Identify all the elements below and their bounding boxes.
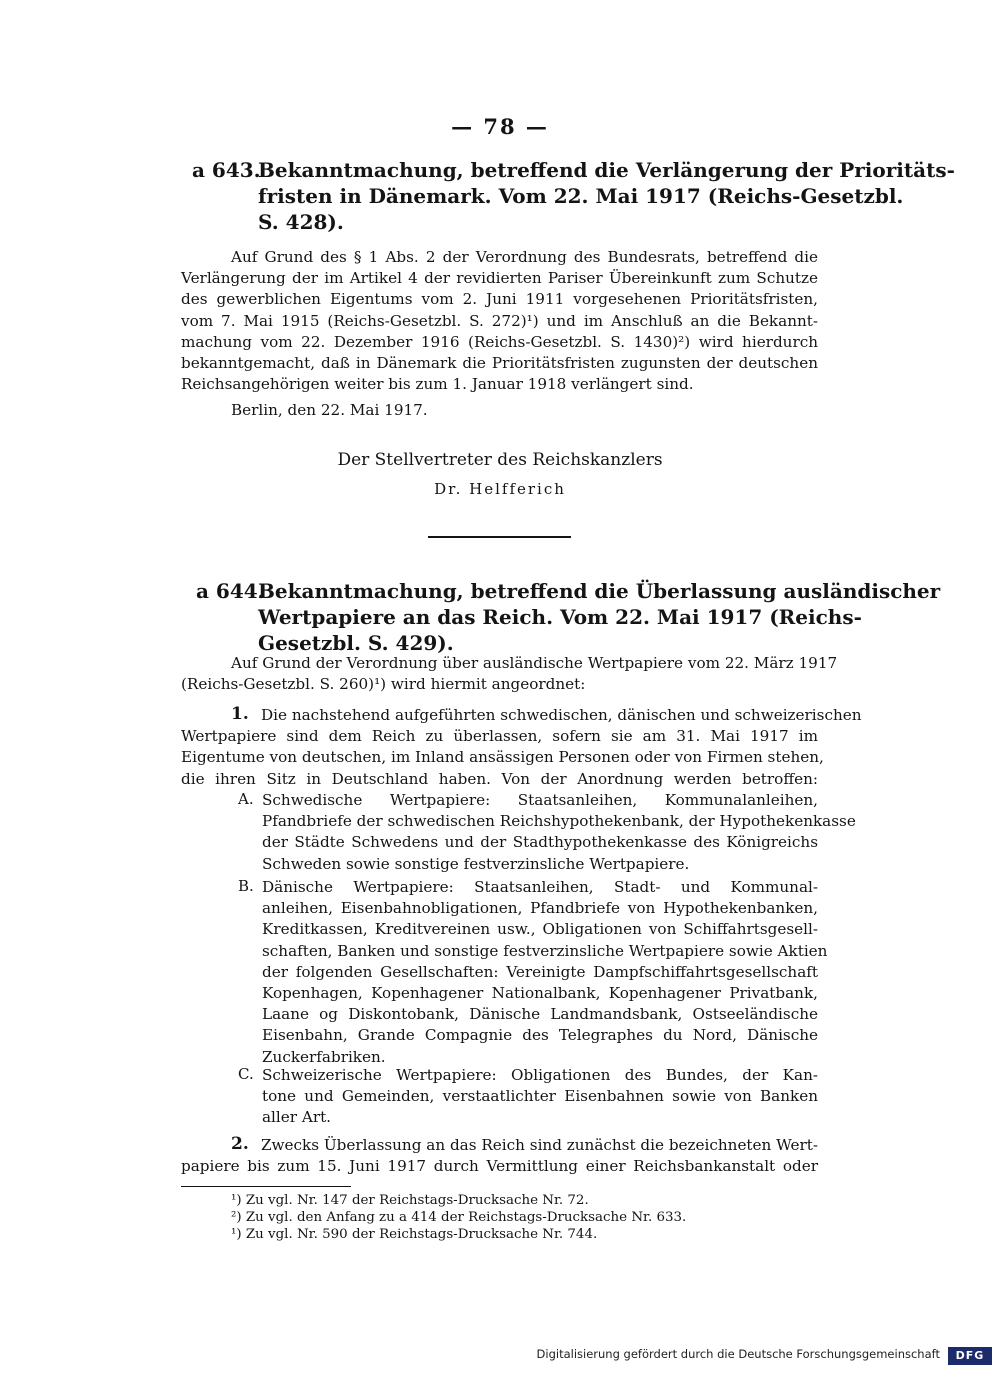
sub-a-label: A. [238, 790, 254, 808]
section-643-title-line: S. 428). [258, 210, 344, 234]
section-644-title-line: Bekanntmachung, betreffend die Überlassung ausländischer [258, 579, 941, 603]
sub-b-line: Laane og Diskontobank, Dänische Landmandsbank, Ostseeländische [262, 1005, 818, 1024]
item-2-line: papiere bis zum 15. Juni 1917 durch Vermittlung einer Reichsbankanstalt oder [181, 1157, 818, 1176]
sub-b-line: Dänische Wertpapiere: Staatsanleihen, Stadt- und Kommunal- [262, 878, 818, 896]
body-line: des gewerblichen Eigentums vom 2. Juni 1911 vorgesehenen Prioritätsfristen, [181, 290, 818, 309]
intro-line: (Reichs-Gesetzbl. S. 260)¹) wird hiermit angeordnet: [181, 675, 586, 694]
item-2-line: Zwecks Überlassung an das Reich sind zunächst die bezeichneten Wert- [261, 1136, 818, 1154]
body-line: bekanntgemacht, daß in Dänemark die Prioritätsfristen zugunsten der deutschen [181, 354, 818, 373]
item-1-text [181, 705, 862, 790]
sub-b-line: der folgenden Gesellschaften: Vereinigte Dampfschiffahrtsgesellschaft [262, 962, 818, 981]
sub-c-label: C. [238, 1065, 254, 1083]
sub-b-line: Zuckerfabriken. [262, 1047, 386, 1066]
sub-a-line: Pfandbriefe der schwedischen Reichshypothekenbank, der Hypothekenkasse [262, 812, 856, 831]
footnote-3: ¹) Zu vgl. Nr. 590 der Reichstags-Drucksache Nr. 744. [231, 1227, 598, 1242]
item-1-line: Die nachstehend aufgeführten schwedischen, dänischen und schweizerischen [261, 706, 862, 724]
sub-c-line: tone und Gemeinden, verstaatlichter Eisenbahnen sowie von Banken [262, 1087, 818, 1106]
sub-b-line: schaften, Banken und sonstige festverzinsliche Wertpapiere sowie Aktien [262, 941, 828, 960]
sub-a-line: Schweden sowie sonstige festverzinsliche Wertpapiere. [262, 854, 690, 873]
section-643-title-line: fristen in Dänemark. Vom 22. Mai 1917 (Reichs-Gesetzbl. [258, 184, 904, 208]
item-1-line: Wertpapiere sind dem Reich zu überlassen, sofern sie am 31. Mai 1917 im [181, 727, 818, 746]
section-644-title-line: Gesetzbl. S. 429). [258, 631, 454, 655]
sub-b-line: Eisenbahn, Grande Compagnie des Telegraphes du Nord, Dänische [262, 1026, 818, 1045]
body-line: Auf Grund des § 1 Abs. 2 der Verordnung des Bundesrats, betreffend die [231, 248, 818, 266]
section-643-title [258, 157, 955, 235]
footnote-2: ²) Zu vgl. den Anfang zu a 414 der Reichstags-Drucksache Nr. 633. [231, 1210, 687, 1225]
intro-line: Auf Grund der Verordnung über ausländische Wertpapiere vom 22. März 1917 [231, 654, 838, 672]
signatory-name: Dr. Helfferich [434, 480, 566, 498]
section-643-number: a 643. [192, 158, 261, 182]
section-644-title-line: Wertpapiere an das Reich. Vom 22. Mai 1917 (Reichs- [258, 605, 862, 629]
body-line: vom 7. Mai 1915 (Reichs-Gesetzbl. S. 272)¹) und im Anschluß an die Bekannt- [181, 311, 818, 330]
sub-c-text [262, 1065, 818, 1129]
sub-b-line: Kopenhagen, Kopenhagener Nationalbank, Kopenhagener Privatbank, [262, 984, 818, 1003]
item-1-line: die ihren Sitz in Deutschland haben. Von der Anordnung werden betroffen: [181, 769, 818, 788]
sub-c-line: aller Art. [262, 1108, 332, 1127]
sub-b-label: B. [238, 877, 254, 895]
dfg-logo: DFG [948, 1347, 992, 1365]
section-divider [428, 536, 571, 538]
item-2-text [181, 1135, 818, 1177]
item-1-line: Eigentume von deutschen, im Inland ansässigen Personen oder von Firmen stehen, [181, 748, 824, 767]
sub-a-line: Schwedische Wertpapiere: Staatsanleihen, Kommunalanleihen, [262, 791, 818, 809]
body-line: Reichsangehörigen weiter bis zum 1. Januar 1918 verlängert sind. [181, 375, 694, 394]
item-1-number: 1. [231, 704, 249, 724]
body-line: machung vom 22. Dezember 1916 (Reichs-Gesetzbl. S. 1430)²) wird hierdurch [181, 332, 818, 351]
section-643-title-line: Bekanntmachung, betreffend die Verlängerung der Prioritäts- [258, 158, 955, 182]
sub-b-line: Kreditkassen, Kreditvereinen usw., Obligationen von Schiffahrtsgesell- [262, 920, 818, 939]
sub-b-line: anleihen, Eisenbahnobligationen, Pfandbriefe von Hypothekenbanken, [262, 899, 818, 918]
footnote-1: ¹) Zu vgl. Nr. 147 der Reichstags-Drucksache Nr. 72. [231, 1193, 589, 1208]
body-line: Verlängerung der im Artikel 4 der revidierten Pariser Übereinkunft zum Schutze [181, 269, 818, 288]
digitization-credit: Digitalisierung gefördert durch die Deutsche Forschungsgemeinschaft [536, 1347, 940, 1361]
section-643-body [181, 247, 818, 395]
section-644-intro [181, 653, 838, 695]
sub-b-text [262, 877, 828, 1068]
footnote-rule [181, 1186, 351, 1187]
sub-a-line: der Städte Schwedens und der Stadthypothekenkasse des Königreichs [262, 833, 818, 852]
date-line: Berlin, den 22. Mai 1917. [231, 401, 428, 419]
sub-a-text [262, 790, 856, 875]
item-2-number: 2. [231, 1134, 249, 1154]
section-644-number: a 644. [196, 579, 265, 603]
signatory-title: Der Stellvertreter des Reichskanzlers [337, 450, 663, 470]
section-644-title [258, 578, 941, 656]
page-number: — 78 — [451, 114, 549, 139]
sub-c-line: Schweizerische Wertpapiere: Obligationen des Bundes, der Kan- [262, 1066, 818, 1084]
